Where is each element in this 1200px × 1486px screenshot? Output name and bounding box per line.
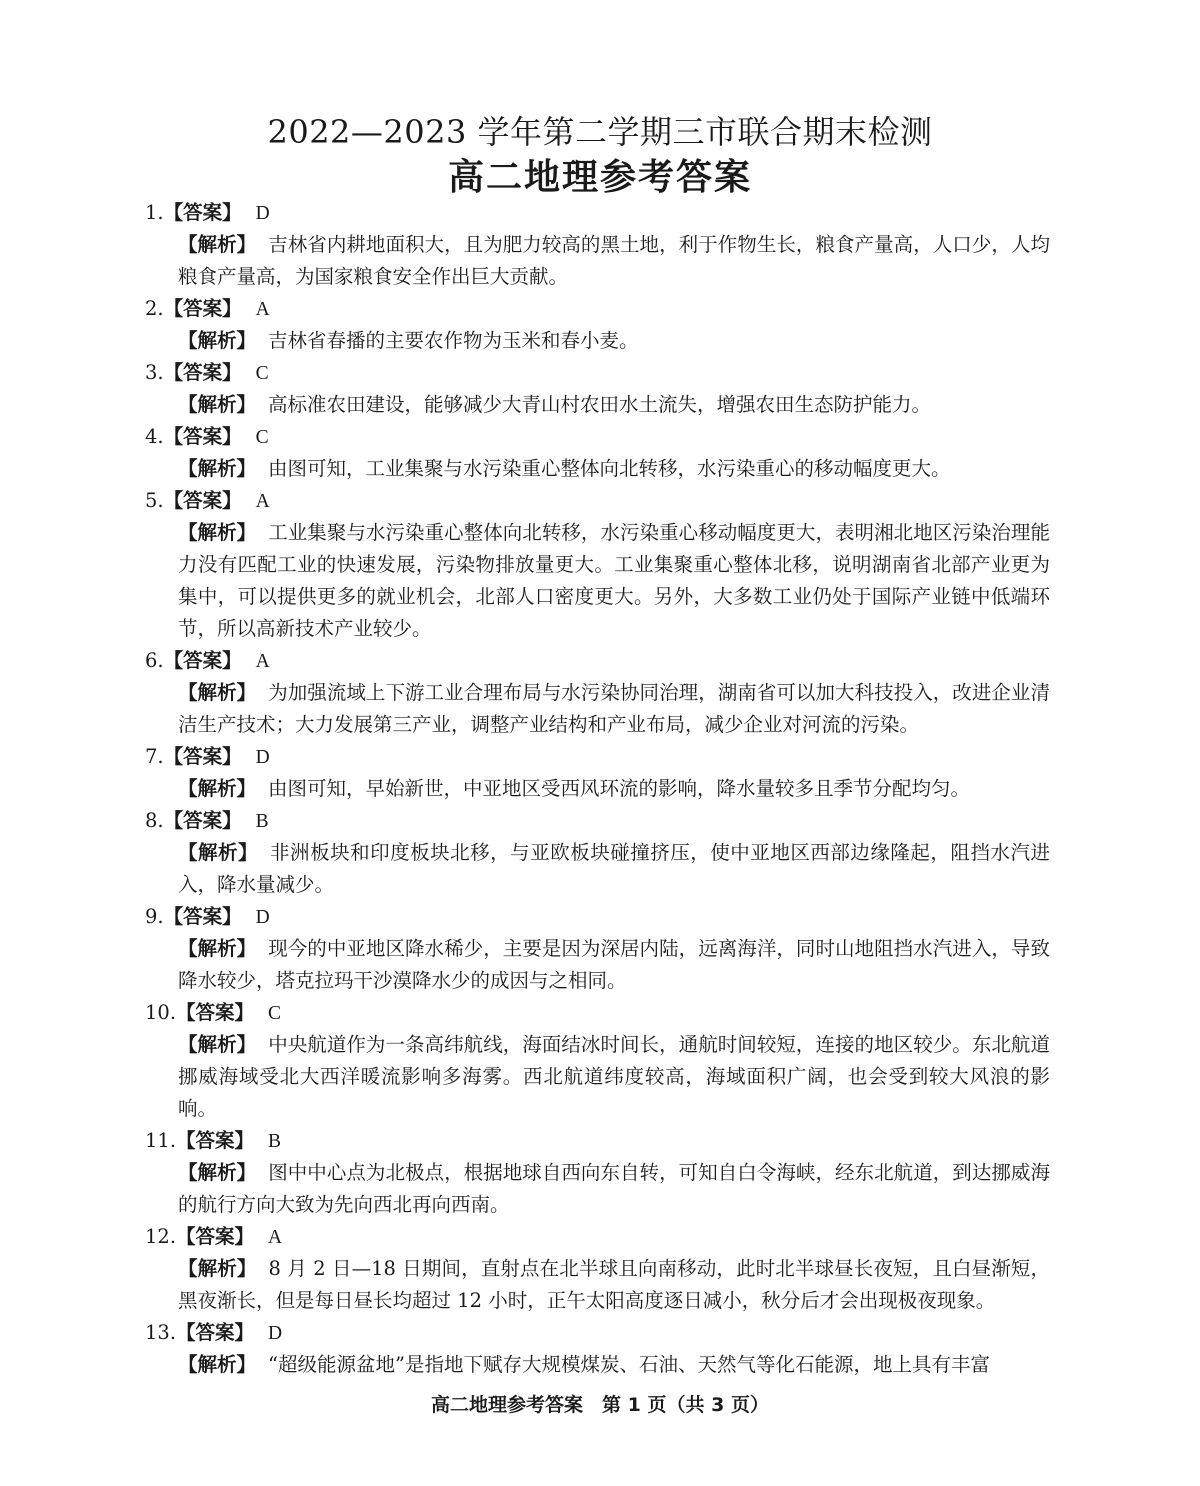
explanation-text: 图中中心点为北极点，根据地球自西向东自转，可知自白令海峡，经东北航道，到达挪威海的航行方向大致为先向西北再向西南。: [178, 1161, 1050, 1216]
answer-value: D: [255, 907, 270, 928]
exam-title: 2022—2023 学年第二学期三市联合期末检测: [267, 113, 933, 151]
explanation-label: 【解析】: [178, 937, 257, 960]
answer-value: C: [255, 363, 269, 384]
answer-list: [145, 197, 1050, 1381]
answer-item: [145, 1221, 1050, 1317]
explanation-paragraph: [178, 677, 1050, 741]
answer-item: [145, 901, 1050, 997]
answer-line: [145, 901, 1050, 933]
answer-line: [145, 421, 1050, 453]
answer-line: [145, 357, 1050, 389]
answer-value: D: [255, 203, 270, 224]
answer-item: [145, 197, 1050, 293]
answer-label: 【答案】: [163, 809, 242, 832]
answer-line: [145, 1125, 1050, 1157]
explanation-text: 吉林省春播的主要农作物为玉米和春小麦。: [268, 329, 639, 352]
answer-label: 【答案】: [163, 361, 242, 384]
explanation-label: 【解析】: [178, 329, 257, 352]
explanation-label: 【解析】: [178, 457, 257, 480]
explanation-label: 【解析】: [178, 1353, 257, 1376]
explanation-paragraph: [178, 837, 1050, 901]
explanation-text: 由图可知，工业集聚与水污染重心整体向北转移，水污染重心的移动幅度更大。: [268, 457, 951, 480]
answer-line: [145, 197, 1050, 229]
answer-label: 【答案】: [163, 201, 242, 224]
explanation-text: 工业集聚与水污染重心整体向北转移，水污染重心移动幅度更大，表明湘北地区污染治理能力没有匹配工业的快速发展，污染物排放量更大。工业集聚重心整体北移，说明湖南省北部产业更为集中，可以提供更多的就业机会，北部人口密度更大。另外，大多数工业仍处于国际产业链中低端环节，所以高新技术产业较少。: [178, 521, 1050, 640]
answer-label: 【答案】: [163, 905, 242, 928]
answer-label: 【答案】: [163, 297, 242, 320]
question-number: 2.: [145, 297, 164, 320]
answer-item: [145, 997, 1050, 1125]
question-number: 4.: [145, 425, 164, 448]
answer-value: D: [268, 1323, 283, 1344]
question-number: 9.: [145, 905, 164, 928]
answer-label: 【答案】: [163, 745, 242, 768]
explanation-text: 为加强流域上下游工业合理布局与水污染协同治理，湖南省可以加大科技投入，改进企业清洁生产技术；大力发展第三产业，调整产业结构和产业布局，减少企业对河流的污染。: [178, 681, 1050, 736]
explanation-label: 【解析】: [178, 1161, 257, 1184]
question-number: 1.: [145, 201, 164, 224]
explanation-paragraph: [178, 229, 1050, 293]
explanation-text: 吉林省内耕地面积大，且为肥力较高的黑土地，利于作物生长，粮食产量高，人口少，人均粮食产量高，为国家粮食安全作出巨大贡献。: [178, 233, 1050, 288]
answer-label: 【答案】: [163, 649, 242, 672]
explanation-text: 8 月 2 日—18 日期间，直射点在北半球且向南移动，此时北半球昼长夜短，且白昼渐短，黑夜渐长，但是每日昼长均超过 12 小时，正午太阳高度逐日减小，秋分后才会出现极夜现象。: [178, 1257, 1050, 1312]
answer-value: C: [255, 427, 269, 448]
answer-line: [145, 645, 1050, 677]
explanation-label: 【解析】: [178, 841, 259, 864]
answer-value: D: [255, 747, 270, 768]
explanation-text: “超级能源盆地”是指地下赋存大规模煤炭、石油、天然气等化石能源，地上具有丰富: [268, 1353, 990, 1376]
answer-line: [145, 741, 1050, 773]
answer-value: A: [255, 299, 270, 320]
answer-line: [145, 485, 1050, 517]
answer-value: A: [268, 1227, 283, 1248]
answer-line: [145, 805, 1050, 837]
answer-item: [145, 485, 1050, 645]
explanation-paragraph: [178, 517, 1050, 645]
answer-item: [145, 293, 1050, 357]
answer-item: [145, 645, 1050, 741]
explanation-paragraph: [178, 325, 1050, 357]
explanation-label: 【解析】: [178, 681, 257, 704]
answer-line: [145, 1221, 1050, 1253]
explanation-label: 【解析】: [178, 393, 257, 416]
answer-label: 【答案】: [176, 1129, 255, 1152]
answer-line: [145, 997, 1050, 1029]
explanation-text: 由图可知，早始新世，中亚地区受西风环流的影响，降水量较多且季节分配均匀。: [268, 777, 971, 800]
question-number: 13.: [145, 1321, 177, 1344]
answer-value: A: [255, 651, 270, 672]
explanation-paragraph: [178, 453, 1050, 485]
answer-line: [145, 1317, 1050, 1349]
question-number: 10.: [145, 1001, 177, 1024]
question-number: 3.: [145, 361, 164, 384]
answer-label: 【答案】: [176, 1321, 255, 1344]
answer-item: [145, 1317, 1050, 1381]
explanation-label: 【解析】: [178, 521, 257, 544]
answer-item: [145, 421, 1050, 485]
explanation-paragraph: [178, 1349, 1050, 1381]
explanation-label: 【解析】: [178, 1257, 257, 1280]
question-number: 5.: [145, 489, 164, 512]
question-number: 8.: [145, 809, 164, 832]
question-number: 7.: [145, 745, 164, 768]
question-number: 6.: [145, 649, 164, 672]
explanation-text: 现今的中亚地区降水稀少，主要是因为深居内陆，远离海洋，同时山地阻挡水汽进入，导致降水较少，塔克拉玛干沙漠降水少的成因与之相同。: [178, 937, 1050, 992]
answer-label: 【答案】: [163, 425, 242, 448]
question-number: 12.: [145, 1225, 177, 1248]
answer-value: A: [255, 491, 270, 512]
explanation-text: 高标准农田建设，能够减少大青山村农田水土流失，增强农田生态防护能力。: [268, 393, 932, 416]
answer-label: 【答案】: [163, 489, 242, 512]
explanation-label: 【解析】: [178, 1033, 257, 1056]
answer-item: [145, 357, 1050, 421]
answer-label: 【答案】: [176, 1001, 255, 1024]
explanation-text: 非洲板块和印度板块北移，与亚欧板块碰撞挤压，使中亚地区西部边缘隆起，阻挡水汽进入，降水量减少。: [178, 841, 1050, 896]
explanation-paragraph: [178, 1157, 1050, 1221]
answer-item: [145, 805, 1050, 901]
answer-item: [145, 741, 1050, 805]
answer-value: C: [268, 1003, 282, 1024]
answer-line: [145, 293, 1050, 325]
explanation-label: 【解析】: [178, 233, 257, 256]
explanation-paragraph: [178, 933, 1050, 997]
page-title: 高二地理参考答案: [447, 156, 752, 198]
explanation-paragraph: [178, 1029, 1050, 1125]
answer-value: B: [268, 1131, 282, 1152]
explanation-paragraph: [178, 389, 1050, 421]
answer-label: 【答案】: [176, 1225, 255, 1248]
question-number: 11.: [145, 1129, 177, 1152]
explanation-label: 【解析】: [178, 777, 257, 800]
answer-item: [145, 1125, 1050, 1221]
page-footer: 高二地理参考答案 第 1 页（共 3 页）: [431, 1394, 769, 1416]
explanation-paragraph: [178, 1253, 1050, 1317]
explanation-paragraph: [178, 773, 1050, 805]
explanation-text: 中央航道作为一条高纬航线，海面结冰时间长，通航时间较短，连接的地区较少。东北航道挪威海域受北大西洋暖流影响多海雾。西北航道纬度较高，海域面积广阔，也会受到较大风浪的影响。: [178, 1033, 1050, 1120]
answer-value: B: [255, 811, 269, 832]
